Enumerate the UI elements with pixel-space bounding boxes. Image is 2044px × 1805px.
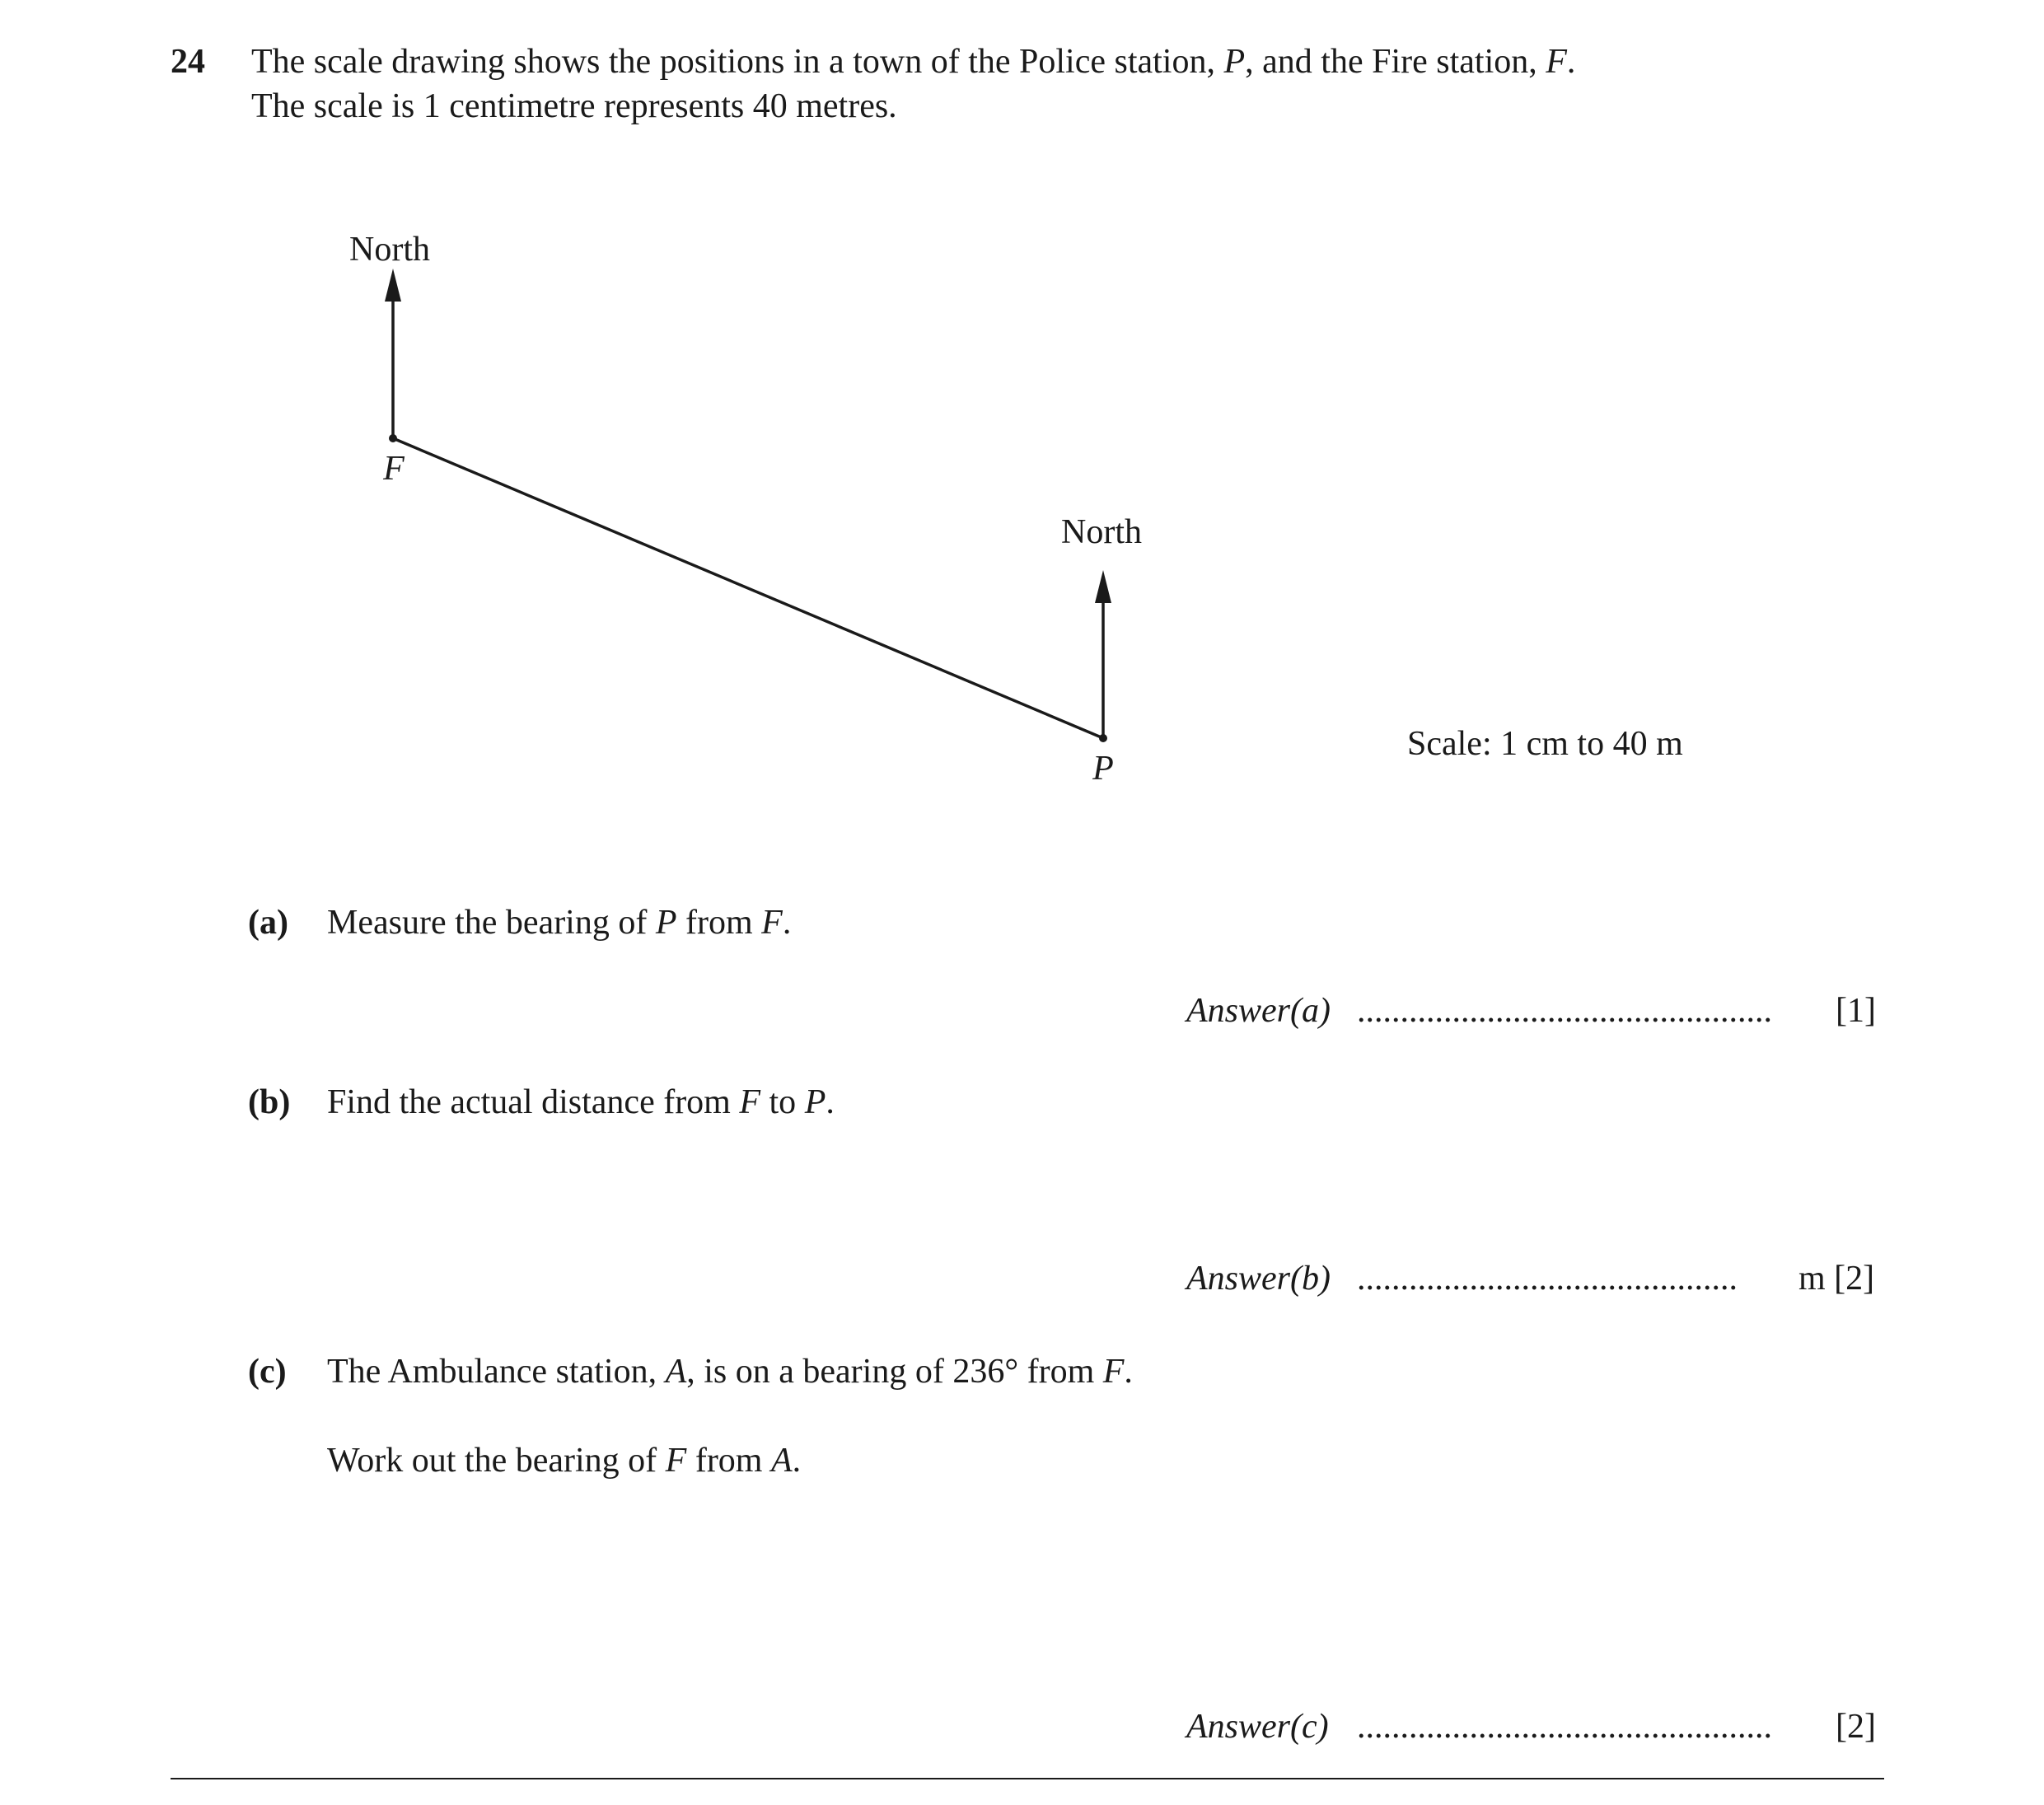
- north-arrow-p-head: [1095, 570, 1111, 603]
- part-c-text: The Ambulance station,: [327, 1353, 666, 1391]
- north-arrow-f-head: [385, 269, 401, 302]
- answer-c-line[interactable]: ................................................: [1357, 1708, 1772, 1746]
- part-c-text: .: [792, 1442, 802, 1480]
- part-c-var-a: A: [665, 1353, 687, 1391]
- part-a-text: .: [782, 904, 792, 942]
- part-a-var-p: P: [655, 904, 677, 942]
- part-c-var-a: A: [770, 1442, 793, 1480]
- answer-a-label: Answer(a): [1186, 992, 1331, 1030]
- answer-c-label: Answer(c): [1186, 1708, 1329, 1746]
- part-c-text: Work out the bearing of: [327, 1442, 666, 1480]
- point-p-label: P: [1092, 750, 1114, 788]
- part-b-var-f: F: [739, 1083, 761, 1121]
- stem-var-p: P: [1223, 43, 1246, 81]
- north-label-f: North: [349, 231, 430, 269]
- line-f-to-p: [393, 438, 1103, 738]
- answer-a-marks: [1]: [1836, 992, 1876, 1030]
- part-b-text: .: [826, 1083, 835, 1121]
- part-a-text: Measure the bearing of: [327, 904, 656, 942]
- stem-text: The scale drawing shows the positions in a town of the Police station,: [251, 43, 1224, 81]
- north-label-p: North: [1061, 513, 1142, 551]
- point-p: [1099, 734, 1107, 742]
- answer-b-line[interactable]: ............................................: [1357, 1260, 1738, 1298]
- part-c-var-f: F: [1102, 1353, 1125, 1391]
- part-b-text: to: [760, 1083, 805, 1121]
- part-c-question: [327, 1352, 1133, 1391]
- bottom-rule: [171, 1778, 1884, 1779]
- point-f-label: F: [383, 450, 405, 488]
- part-b-text: Find the actual distance from: [327, 1083, 740, 1121]
- part-c-text: from: [686, 1442, 771, 1480]
- part-b-label: (b): [248, 1083, 291, 1121]
- question-stem-line-2: The scale is 1 centimetre represents 40 metres.: [251, 87, 897, 125]
- answer-a-line[interactable]: ................................................: [1357, 992, 1772, 1030]
- point-f: [389, 434, 397, 442]
- part-c-question-2: [327, 1441, 801, 1480]
- part-c-text: .: [1124, 1353, 1133, 1391]
- part-a-question: [327, 903, 791, 942]
- scale-drawing: [0, 0, 2044, 865]
- part-a-text: from: [676, 904, 762, 942]
- answer-b-unit-marks: m [2]: [1798, 1260, 1875, 1298]
- part-b-question: [327, 1083, 835, 1122]
- question-number: 24: [171, 43, 205, 81]
- part-c-var-f: F: [665, 1442, 687, 1480]
- stem-text: .: [1566, 43, 1576, 81]
- answer-b-label: Answer(b): [1186, 1260, 1331, 1298]
- part-a-label: (a): [248, 904, 288, 942]
- stem-text: , and the Fire station,: [1245, 43, 1546, 81]
- answer-c-marks: [2]: [1836, 1708, 1876, 1746]
- scale-label: Scale: 1 cm to 40 m: [1407, 725, 1683, 763]
- part-c-label: (c): [248, 1353, 287, 1391]
- part-c-text: , is on a bearing of 236° from: [686, 1353, 1103, 1391]
- part-b-var-p: P: [804, 1083, 826, 1121]
- stem-var-f: F: [1546, 43, 1567, 81]
- part-a-var-f: F: [761, 904, 783, 942]
